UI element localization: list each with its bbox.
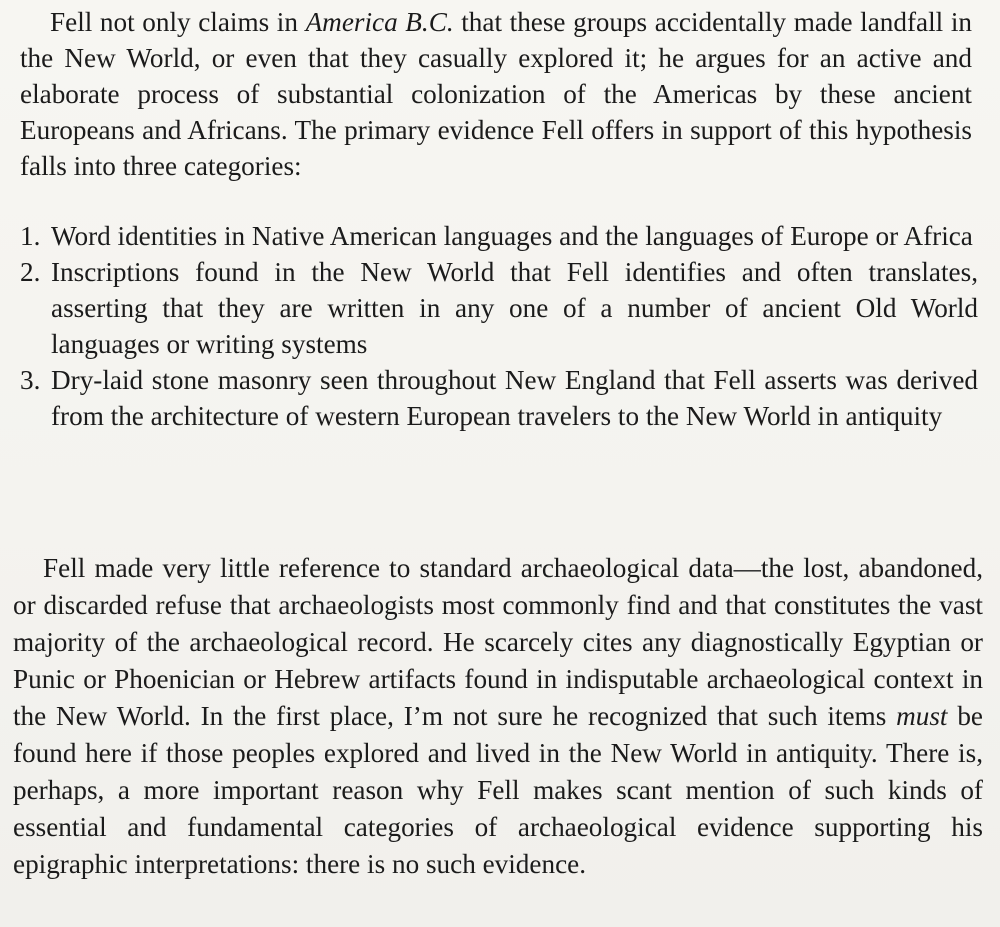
book-title: America B.C.: [305, 7, 454, 37]
list-item-text: Word identities in Native American languages and the languages of Europe or Africa: [51, 221, 973, 251]
intro-text-end: that these groups accidentally made landfall in the New World, or even that they casually explored it; he argues for an active and elaborate process of substantial colonization of the Americas by these ancient Europeans and Africans. The primary evidence Fell offers in support of this hypothesis falls into three categories:: [20, 7, 972, 181]
intro-text-start: Fell not only claims in: [50, 7, 306, 37]
critique-text-start: Fell made very little reference to standard archaeological data—the lost, abandoned, or discarded refuse that archaeologists most commonly find and that constitutes the vast majority of the archaeological record. He scarcely cites any diagnostically Egyptian or Punic or Phoenician or Hebrew artifacts found in indisputable archaeological context in the New World. In the first place, I’m not sure he recognized that such items: [13, 553, 983, 731]
critique-text-end: be found here if those peoples explored and lived in the New World in antiquity. There is, perhaps, a more important reason why Fell makes scant mention of such kinds of essential and fundamental categories of archaeological evidence supporting his epigraphic interpretations: there is no such evidence.: [13, 701, 983, 879]
list-item: [20, 362, 978, 434]
list-item-number: 1.: [20, 221, 41, 251]
emphasis-word: must: [896, 701, 948, 731]
list-item-text: Inscriptions found in the New World that Fell identifies and often translates, asserting that they are written in any one of a number of ancient Old World languages or writing systems: [51, 257, 978, 359]
list-item: [20, 218, 978, 254]
evidence-critique-paragraph: [13, 550, 983, 883]
list-item-text: Dry-laid stone masonry seen throughout New England that Fell asserts was derived from the architecture of western European travelers to the New World in antiquity: [51, 365, 978, 431]
list-item-number: 3.: [20, 365, 41, 395]
intro-paragraph: [20, 4, 972, 184]
evidence-list: [20, 218, 978, 434]
list-item: [20, 254, 978, 362]
list-item-number: 2.: [20, 257, 41, 287]
